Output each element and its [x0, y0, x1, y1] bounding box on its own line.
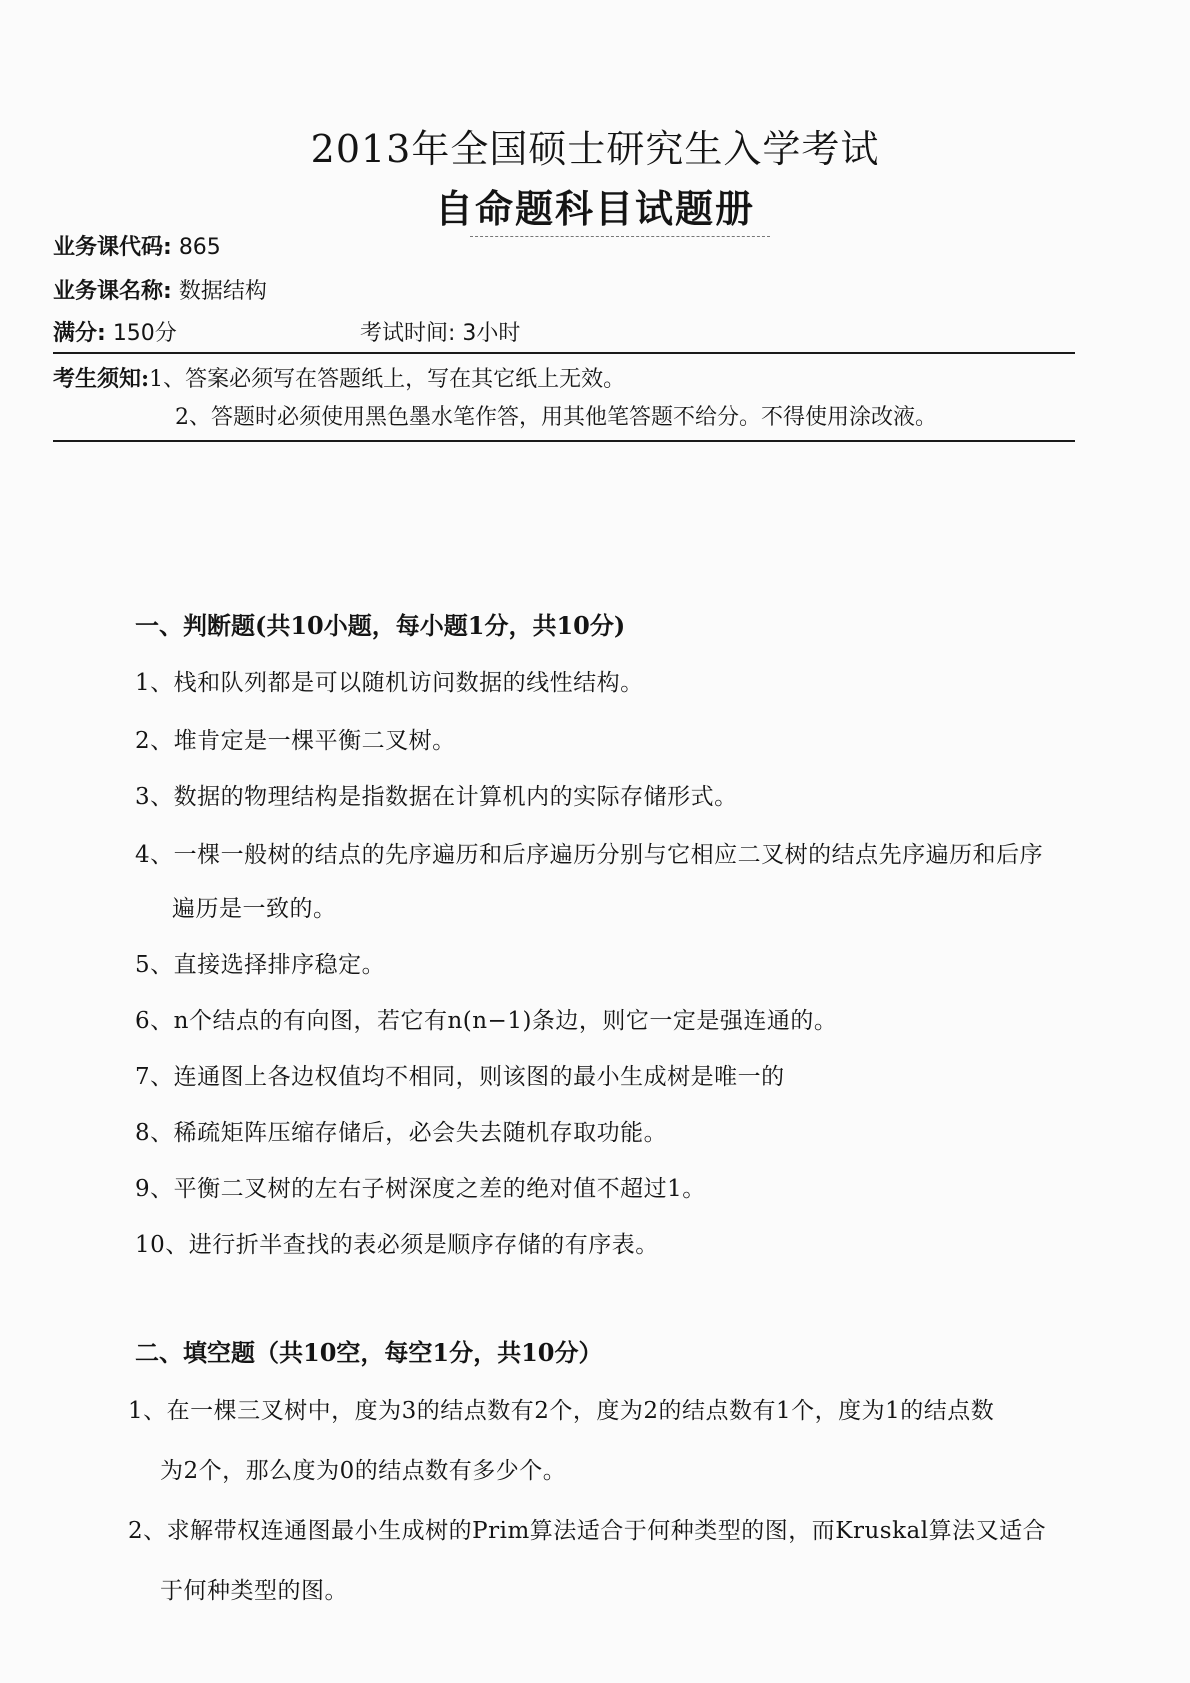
notice-line-1: [53, 362, 625, 393]
title-underline: [470, 236, 770, 237]
full-score: [53, 316, 177, 347]
exam-subtitle: 自命题科目试题册: [434, 186, 755, 231]
full-score-value: 150分: [112, 321, 177, 346]
question-item: 8、稀疏矩阵压缩存储后，必会失去随机存取功能。: [135, 1120, 668, 1146]
question-continuation: 为2个，那么度为0的结点数有多少个。: [160, 1458, 567, 1484]
exam-time: [360, 316, 520, 347]
exam-time-value: 3小时: [462, 321, 521, 346]
exam-title: 2013年全国硕士研究生入学考试: [310, 127, 880, 171]
divider-bottom: [53, 440, 1075, 442]
notice-item-1: 1、答案必须写在答题纸上，写在其它纸上无效。: [149, 367, 626, 392]
question-item: 3、数据的物理结构是指数据在计算机内的实际存储形式。: [135, 784, 738, 810]
notice-item-2: 2、答题时必须使用黑色墨水笔作答，用其他笔答题不给分。不得使用涂改液。: [175, 405, 937, 430]
course-code-value: 865: [178, 235, 221, 260]
question-item: 1、栈和队列都是可以随机访问数据的线性结构。: [135, 670, 644, 696]
question-item: 6、n个结点的有向图，若它有n(n−1)条边，则它一定是强连通的。: [135, 1008, 838, 1034]
course-code: [53, 230, 221, 261]
question-continuation: 遍历是一致的。: [172, 896, 337, 922]
course-name-label: 业务课名称:: [53, 279, 172, 304]
question-item: 1、在一棵三叉树中，度为3的结点数有2个，度为2的结点数有1个，度为1的结点数: [128, 1398, 995, 1424]
section-heading-true-false: 一、判断题(共10小题，每小题1分，共10分): [135, 611, 626, 640]
divider-top: [53, 352, 1075, 354]
question-item: 4、一棵一般树的结点的先序遍历和后序遍历分别与它相应二叉树的结点先序遍历和后序: [135, 842, 1044, 868]
course-name-value: 数据结构: [178, 279, 267, 304]
question-item: 2、堆肯定是一棵平衡二叉树。: [135, 728, 456, 754]
exam-time-label: 考试时间:: [360, 321, 456, 346]
course-code-label: 业务课代码:: [53, 235, 172, 260]
question-item: 9、平衡二叉树的左右子树深度之差的绝对值不超过1。: [135, 1176, 706, 1202]
course-name: [53, 274, 267, 305]
question-continuation: 于何种类型的图。: [160, 1578, 348, 1604]
question-item: 7、连通图上各边权值均不相同，则该图的最小生成树是唯一的: [135, 1064, 785, 1090]
full-score-label: 满分:: [53, 321, 106, 346]
notice-label: 考生须知:: [53, 366, 150, 392]
question-item: 10、进行折半查找的表必须是顺序存储的有序表。: [135, 1232, 659, 1258]
section-heading-fill-blank: 二、填空题（共10空，每空1分，共10分）: [135, 1338, 603, 1367]
question-item: 5、直接选择排序稳定。: [135, 952, 386, 978]
question-item: 2、求解带权连通图最小生成树的Prim算法适合于何种类型的图，而Kruskal算法又适合: [128, 1518, 1047, 1544]
